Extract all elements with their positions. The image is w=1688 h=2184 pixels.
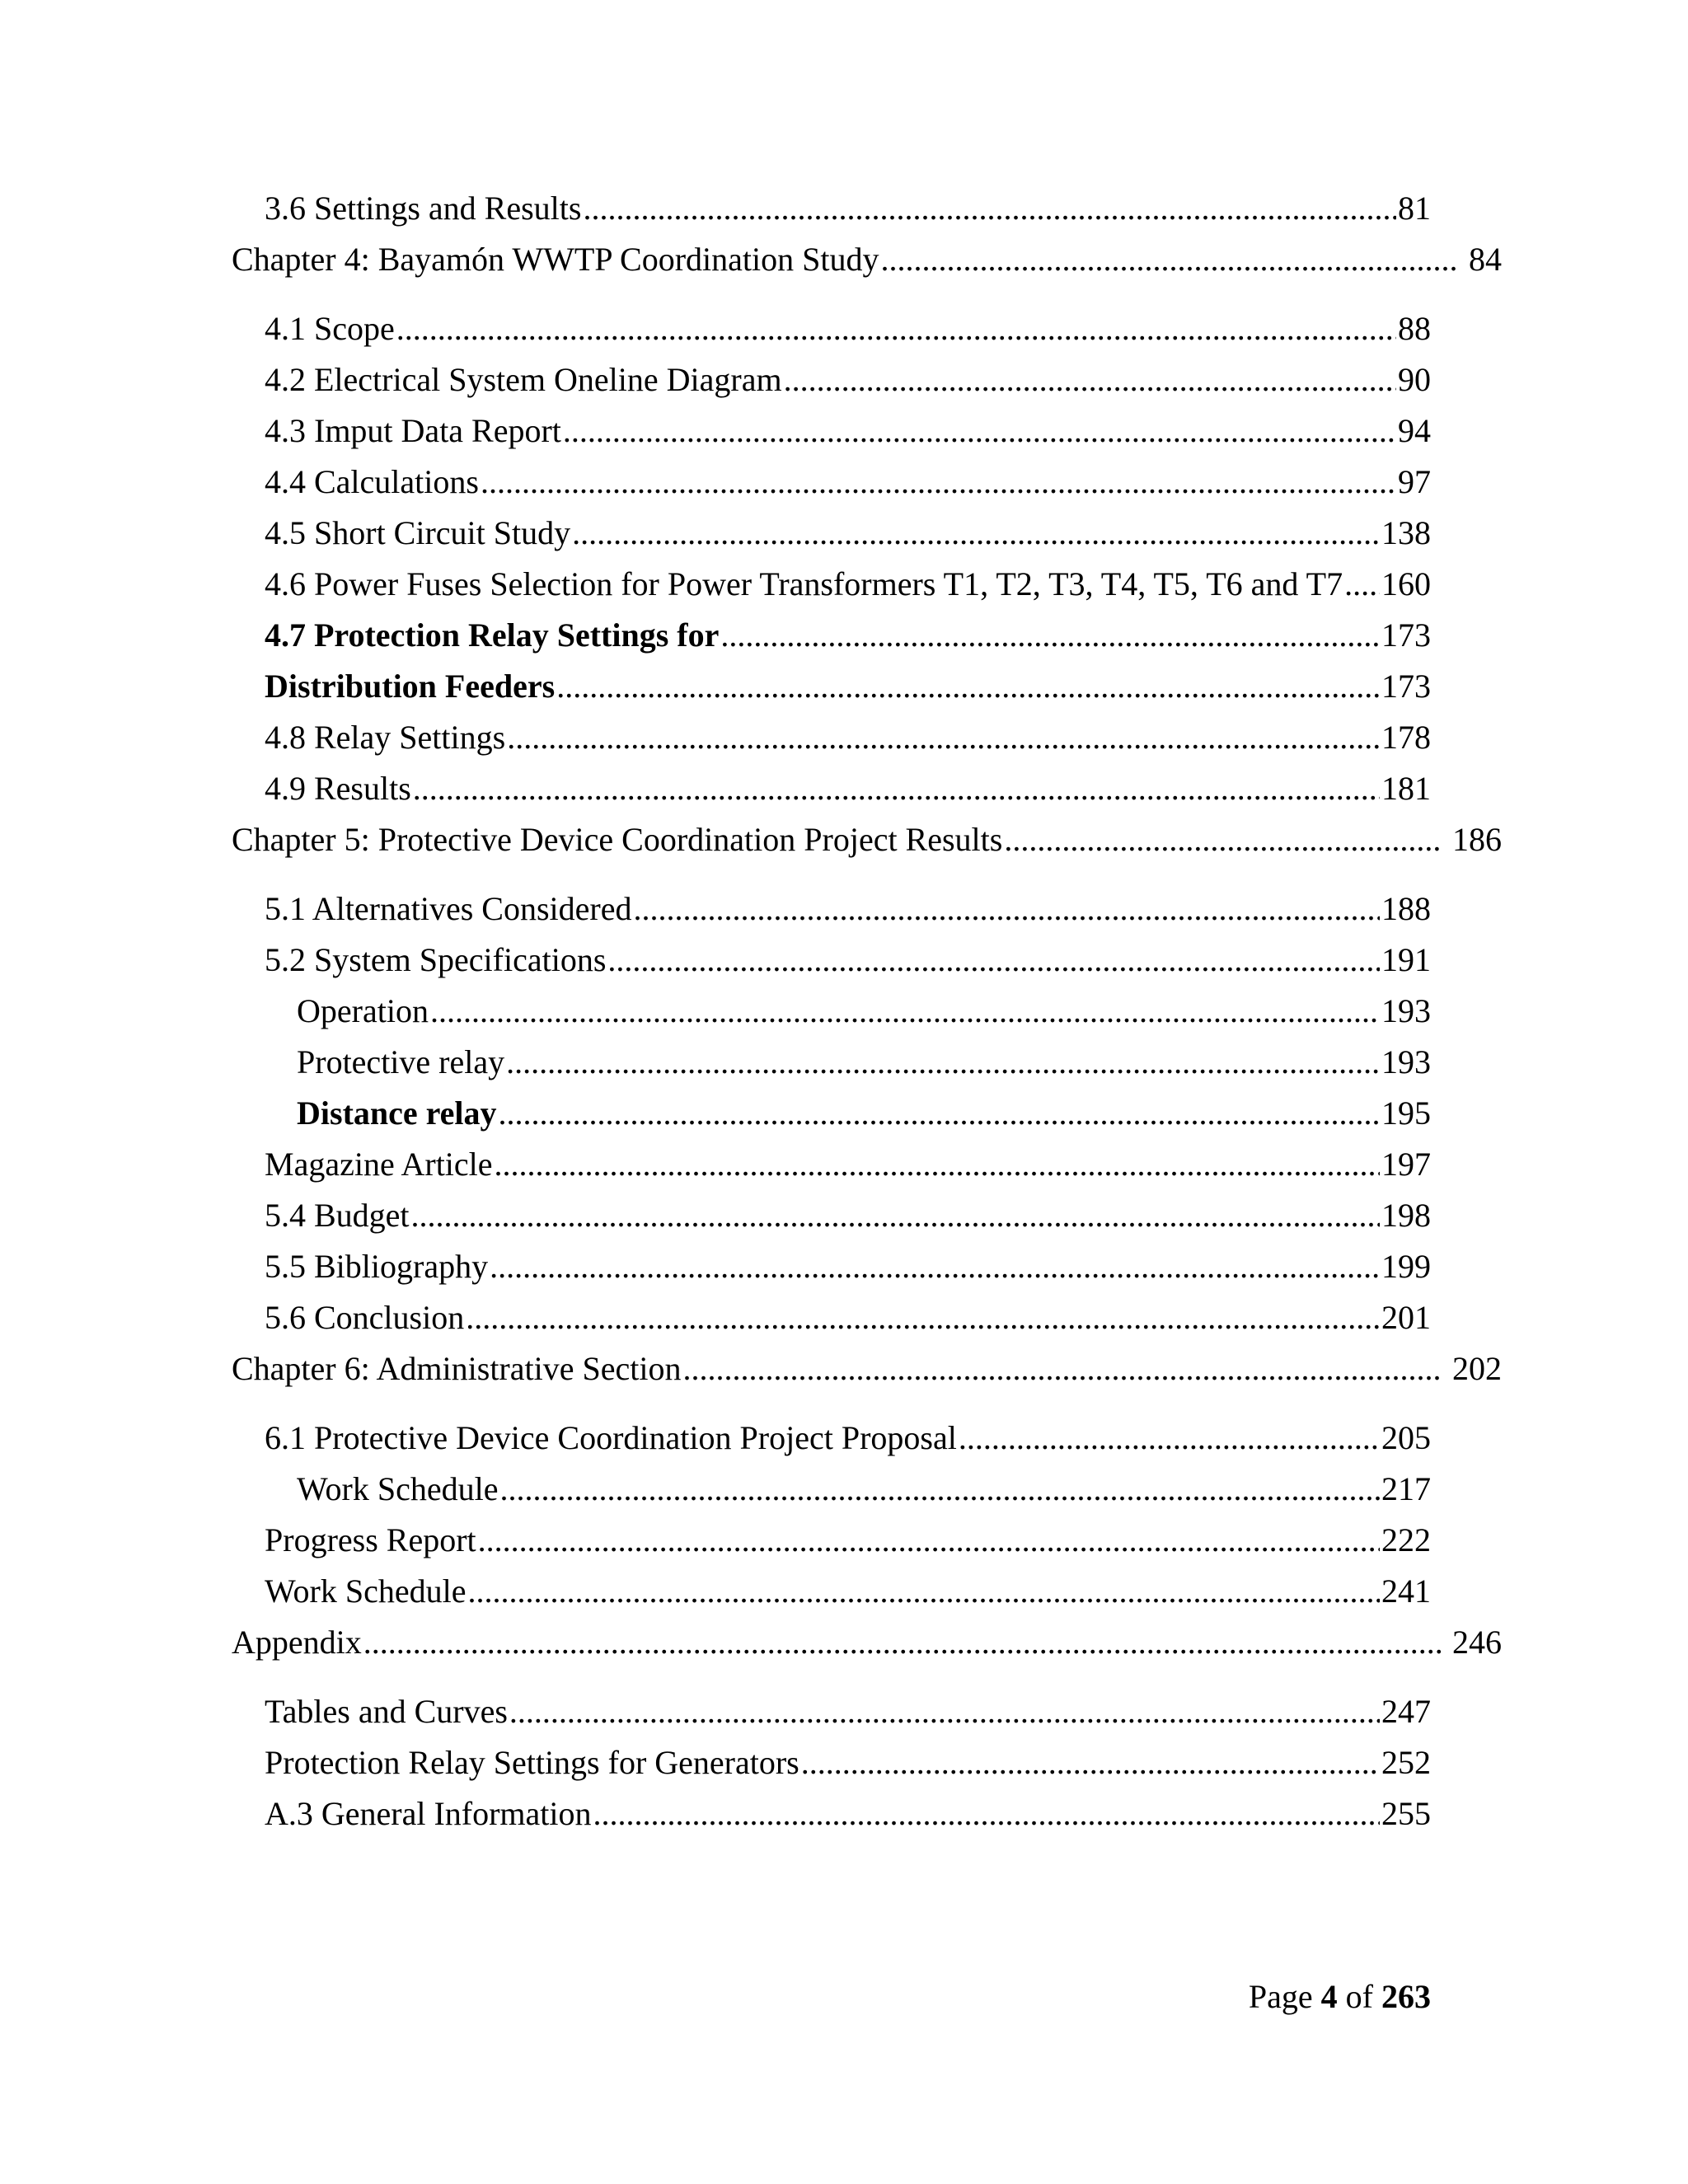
toc-entry-label: 4.8 Relay Settings [265,719,506,756]
dot-leader [801,1742,1380,1783]
dot-leader [784,359,1396,401]
toc-entry[interactable] [297,1042,1431,1083]
dot-leader [363,1622,1442,1663]
dot-leader [466,1297,1380,1338]
toc-entry[interactable] [265,359,1431,401]
dot-leader [490,1246,1380,1287]
dot-leader [1004,819,1442,860]
toc-entry-label: Work Schedule [297,1470,499,1507]
footer-current-page: 4 [1320,1978,1338,2015]
toc-entry[interactable] [265,1742,1431,1783]
dot-leader [572,513,1380,554]
toc-entry-page-number: 178 [1381,719,1431,756]
toc-entry-page-number: 191 [1381,941,1431,978]
toc-entry-label: 4.7 Protection Relay Settings for [265,616,720,654]
toc-entry-page-number: 241 [1381,1572,1431,1610]
toc-entry[interactable] [297,1469,1431,1510]
toc-entry[interactable] [265,888,1431,930]
toc-entry-label: 4.6 Power Fuses Selection for Power Transformers T1, T2, T3, T4, T5, T6 and T7 [265,565,1343,602]
dot-leader [633,888,1380,930]
toc-entry-label: Magazine Article [265,1146,493,1183]
toc-entry-label: 3.6 Settings and Results [265,190,582,227]
toc-entry-label: 5.4 Budget [265,1197,410,1234]
dot-leader [506,1042,1380,1083]
toc-entry-page-number: 84 [1469,241,1502,278]
footer-total-pages: 263 [1381,1978,1431,2015]
dot-leader [500,1469,1381,1510]
footer-prefix: Page [1248,1978,1313,2015]
toc-entry-label: 4.9 Results [265,770,411,807]
dot-leader [593,1793,1380,1835]
toc-entry-page-number: 193 [1381,992,1431,1029]
toc-entry-page-number: 202 [1452,1350,1502,1387]
toc-entry-page-number: 193 [1381,1043,1431,1080]
toc-entry-label: Chapter 6: Administrative Section [232,1350,682,1387]
toc-entry-label: 4.1 Scope [265,310,395,347]
dot-leader [411,1195,1380,1236]
toc-entry-label: 4.4 Calculations [265,463,479,500]
toc-entry-label: Chapter 5: Protective Device Coordination Project Results [232,821,1003,858]
toc-entry-page-number: 222 [1381,1521,1431,1558]
toc-entry[interactable] [265,615,1431,656]
toc-entry[interactable] [265,513,1431,554]
toc-entry-page-number: 197 [1381,1146,1431,1183]
toc-entry-label: Distance relay [297,1094,497,1132]
toc-entry[interactable] [265,1195,1431,1236]
toc-entry-label: Protective relay [297,1043,505,1080]
toc-entry[interactable] [265,1520,1431,1561]
dot-leader [509,1691,1380,1732]
footer-of: of [1345,1978,1373,2015]
toc-entry-label: 5.6 Conclusion [265,1299,465,1336]
toc-entry-page-number: 252 [1381,1744,1431,1781]
toc-entry[interactable] [265,308,1431,349]
toc-entry-page-number: 173 [1381,616,1431,654]
toc-entry[interactable] [265,1571,1431,1612]
toc-entry[interactable] [265,1297,1431,1338]
dot-leader [507,717,1380,758]
toc-entry-label: 5.2 System Specifications [265,941,607,978]
dot-leader [478,1520,1380,1561]
dot-leader [1344,564,1380,605]
toc-entry-page-number: 186 [1452,821,1502,858]
dot-leader [396,308,1396,349]
toc-entry[interactable] [297,991,1431,1032]
toc-entry-page-number: 201 [1381,1299,1431,1336]
toc-entry-label: Tables and Curves [265,1693,508,1730]
toc-entry[interactable] [265,188,1431,229]
dot-leader [720,615,1380,656]
toc-entry[interactable] [265,1691,1431,1732]
toc-entry[interactable] [265,1793,1431,1835]
toc-entry[interactable] [297,1093,1431,1134]
toc-entry[interactable] [265,564,1431,605]
dot-leader [556,666,1380,707]
toc-entry[interactable] [265,717,1431,758]
toc-entry-label: 5.5 Bibliography [265,1248,489,1285]
toc-entry-page-number: 181 [1381,770,1431,807]
toc-entry-page-number: 173 [1381,668,1431,705]
toc-chapter-entry[interactable] [232,1348,1502,1390]
toc-entry[interactable] [265,768,1431,809]
dot-leader [682,1348,1442,1390]
dot-leader [430,991,1380,1032]
toc-entry[interactable] [265,940,1431,981]
toc-entry-page-number: 81 [1398,190,1431,227]
toc-entry-page-number: 205 [1381,1419,1431,1456]
dot-leader [499,1093,1380,1134]
toc-chapter-entry[interactable] [232,239,1502,280]
toc-entry-page-number: 88 [1398,310,1431,347]
dot-leader [481,462,1396,503]
toc-entry-page-number: 199 [1381,1248,1431,1285]
toc-chapter-entry[interactable] [232,1622,1502,1663]
toc-entry-page-number: 97 [1398,463,1431,500]
dot-leader [468,1571,1381,1612]
toc-entry-label: 4.5 Short Circuit Study [265,514,571,551]
toc-entry[interactable] [265,1144,1431,1185]
page-number-footer [1154,1976,1431,2018]
toc-entry-label: Chapter 4: Bayamón WWTP Coordination Study [232,241,879,278]
dot-leader [607,940,1380,981]
toc-entry[interactable] [265,462,1431,503]
dot-leader [413,768,1380,809]
toc-entry-page-number: 195 [1381,1094,1431,1132]
dot-leader [563,410,1396,452]
toc-entry-page-number: 255 [1381,1795,1431,1832]
toc-entry[interactable] [265,1418,1431,1459]
toc-entry-label: 4.3 Imput Data Report [265,412,561,449]
dot-leader [959,1418,1380,1459]
dot-leader [495,1144,1380,1185]
toc-entry-label: Protection Relay Settings for Generators [265,1744,799,1781]
toc-entry-label: Work Schedule [265,1572,467,1610]
toc-entry-label: A.3 General Information [265,1795,592,1832]
toc-entry-page-number: 246 [1452,1624,1502,1661]
toc-entry-page-number: 94 [1398,412,1431,449]
toc-entry-label: Appendix [232,1624,362,1661]
toc-entry-page-number: 247 [1381,1693,1431,1730]
toc-entry-page-number: 90 [1398,361,1431,398]
dot-leader [880,239,1459,280]
toc-entry-page-number: 188 [1381,890,1431,927]
toc-entry-label: 6.1 Protective Device Coordination Project Proposal [265,1419,957,1456]
toc-entry[interactable] [265,410,1431,452]
toc-entry-label: 5.1 Alternatives Considered [265,890,632,927]
toc-entry[interactable] [265,666,1431,707]
toc-entry-label: Progress Report [265,1521,476,1558]
toc-entry-label: Operation [297,992,429,1029]
toc-entry-label: 4.2 Electrical System Oneline Diagram [265,361,782,398]
toc-entry-page-number: 138 [1381,514,1431,551]
toc-entry-page-number: 198 [1381,1197,1431,1234]
toc-entry-label: Distribution Feeders [265,668,556,705]
toc-entry[interactable] [265,1246,1431,1287]
dot-leader [583,188,1396,229]
toc-entry-page-number: 160 [1381,565,1431,602]
toc-entry-page-number: 217 [1381,1470,1431,1507]
toc-chapter-entry[interactable] [232,819,1502,860]
